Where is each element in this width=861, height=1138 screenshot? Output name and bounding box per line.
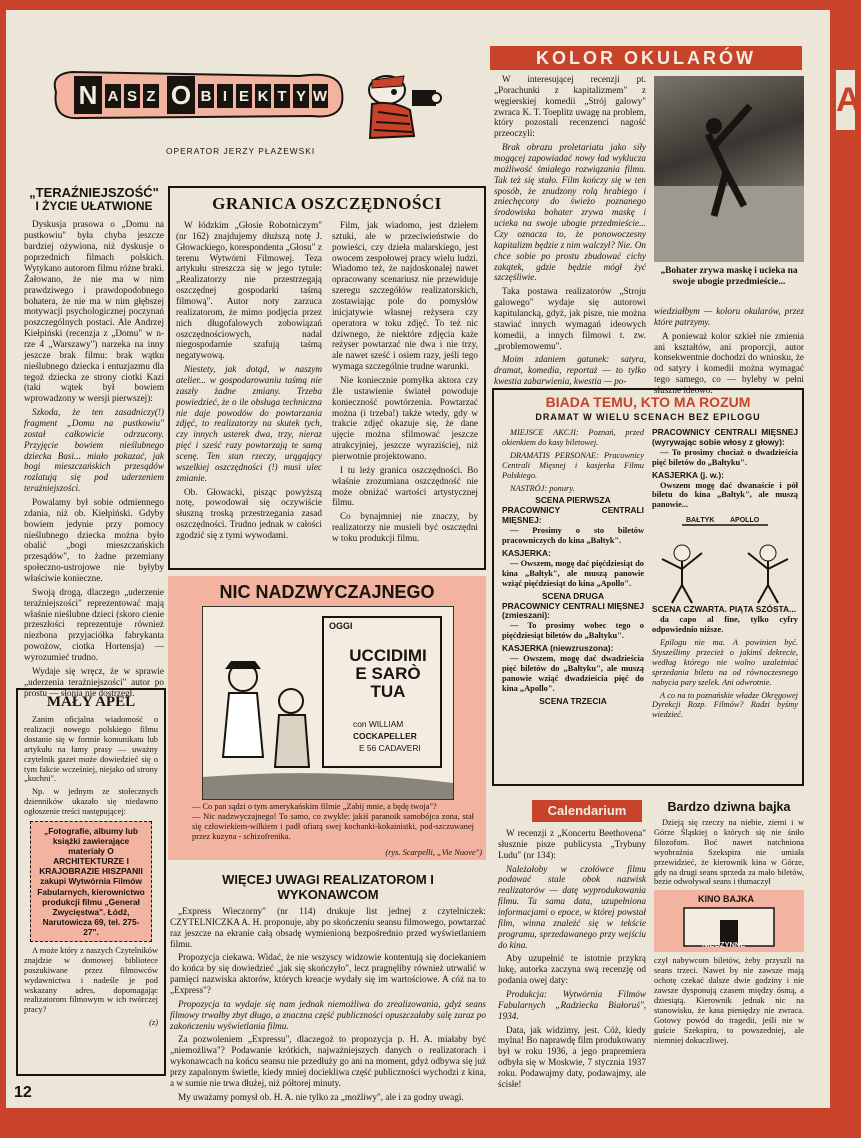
- cal-p5: Data, jak widzimy, jest. Cóż, kiedy mylna! Bo naprawdę film produkowany był w roku 1936, a jego prapremiera odbyła się w Moskwie, 7 stycznia 1937 roku. Podawajmy daty, podawajmy, ale ścisłe!: [498, 1024, 646, 1089]
- bajka-p2: czył nabywcom biletów, żeby przyszli na seans trzeci. Nawet by nie zawsze mają ochotę czekać dalsze dwie godziny i nie zawsze dysponują czasem między ósmą, a dziesiątą. Kierownik jednak nic na stanowisku, że kasa pieniędzy nie zwraca. Gotowy powód do tragedii, jeśli nie w guście Szekspira, to powszedniej, ale niemniej dokuczliwej.: [654, 956, 804, 1045]
- apel-p1: Zanim oficjalna wiadomość o realizacji nowego polskiego filmu dostanie się w formie komunikatu lub artykułu na łamy prasy — uważny czytelnik gazet może dowiedzieć się o tym fakcie wcześniej, niejako od strony „kuchni".: [24, 715, 158, 784]
- poster-small: con WILLIAM: [353, 719, 404, 729]
- biada-s3-head: SCENA TRZECIA: [539, 695, 607, 706]
- kolor-photo-caption: „Bohater zrywa maskę i ucieka na swoje ubogie przedmieście...: [660, 266, 798, 288]
- biada-nastroj: NASTRÓJ: ponury.: [510, 483, 575, 493]
- granica-p5: Nie koniecznie pomyłka aktora czy źle ustawienie świateł powoduje konieczność powtórzenia. Powtarzać można (i trzeba!) także wtedy, gdy w trakcie zdjęć okazuje się, że dane ujęcie można sfilmować jeszcze atrakcyjniej, jeszcze wyraziściej, niż pierwotnie projektowano.: [332, 375, 478, 462]
- biada-s3-k-head: KASJERKA (j. w.):: [652, 469, 724, 480]
- teraz-p4: Swoją drogą, dlaczego „uderzenie teraźniejszości" reprezentować mają właśnie nieślubne dzieci (skoro cienie przeszłości reprezentuje również niezbona przyjaciółka fabrykanta powożow, ciotka Hortensja) — wyrozumieć trudno.: [24, 586, 164, 662]
- logo-letter: T: [277, 88, 287, 105]
- nic-title: NIC NADZWYCZAJNEGO: [219, 582, 435, 602]
- biada-epilog: Epilogu nie ma. A powinien być. Stysześlimy przecież o jakimś dekrecie, według którego nie wolno uzależniać sprzedania biletu na od równoczesnego nabycia pary szelek. Ani odwrotnie.: [652, 637, 798, 687]
- biada-s2-text: — To prosimy wobec tego o pięćdziesiąt biletów do „Bałtyku".: [502, 621, 644, 641]
- cal-p2: Należałoby w czołówce filmu podawać stale obok nazwisk realizatorów — datę wyprodukowania filmu. Ta sama data, uzupełniona informacjami o epoce, w której powstał film, winna znaleźć się w tekście programu, sprzedawanego przy wejściu do kina.: [498, 863, 646, 950]
- cartoon-figures-icon: [203, 607, 453, 799]
- cameraman-cartoon: [342, 60, 442, 148]
- magazine-page: [6, 10, 830, 1108]
- logo-letter: Z: [146, 88, 156, 105]
- logo-banner-icon: [50, 62, 350, 130]
- granica-p2: Niestety, jak dotąd, w naszym atelier... w gospodarowaniu taśmą nie zaszły żadne zmiany. Trzeba powiedzieć, że o ile obsługa techniczna nie daje powodów do powtarzania zdjęć, to realizatorzy na skutek tych, czy innych usterek dwa, trzy, nieraz pięć i sześć razy powtarzają te samą scenę. Ten stan rzeczy, urągający wszelkiej oszczędności (!) musi ulec zmianie.: [176, 364, 322, 483]
- calendarium-article: [498, 828, 646, 1093]
- poster-title: UCCIDIMI E SARÒ TUA: [349, 646, 427, 701]
- teraz-title-1: „TERAŹNIEJSZOŚĆ": [29, 185, 159, 200]
- apel-title: MAŁY APEL: [46, 694, 136, 710]
- biada-subtitle: DRAMAT W WIELU SCENACH BEZ EPILOGU: [535, 412, 761, 422]
- biada-s3-sub: PRACOWNICY CENTRALI MIĘSNEJ (wyrywając sobie włosy z głowy):: [652, 427, 798, 447]
- calendarium-title: Calendarium: [532, 800, 642, 822]
- sign-top: KINO BAJKA: [698, 894, 755, 905]
- biada-s4-text: da capo al fine, tylko cyfry odpowiednio niższe.: [652, 615, 798, 635]
- wiecej-p1: „Express Wieczorny" (nr 114) drukuje list jednej z czytelniczek: CZYTELNICZKA A. H. proponuje, aby po skończeniu seansu filmowego, powtarzać raz jeszcze na ekranie całą obsadę wymienioną bezpośrednio przed wyświetlaniem filmu.: [170, 906, 486, 949]
- granica-p6: I tu leży granica oszczędności. Bo właśnie zrozumiana oszczędność nie może obniżać wartości artystycznej filmu.: [332, 464, 478, 508]
- next-page-letter: A: [836, 70, 855, 130]
- apel-p2: Np. w jednym ze stołecznych dzienników ukazało się niedawno ogłoszenie treści następującej:: [24, 787, 158, 817]
- jumping-man-icon: [654, 76, 804, 262]
- logo-letter: A: [107, 88, 119, 105]
- kolor-p4: Moim zdaniem gatunek: satyra, dramat, komedia, reportaż — to tylko kwestia zabarwienia, kwestia — po-: [494, 354, 646, 387]
- biada-osoby: DRAMATIS PERSONAE: Pracownicy Centrali Mięsnej i kasjerka Filmu Polskiego.: [502, 450, 644, 480]
- kolor-p6: A ponieważ kolor szkieł nie zmienia ani kształtów, ani proporcji, autor konsekwentnie dochodzi do wniosku, że od satyry i komedii można wymagać tego samego, co — byleby w pełni słuszne ideowo.: [654, 330, 804, 396]
- page-number: 12: [14, 1084, 32, 1101]
- biada-s1-text: — Prosimy o sto biletów pracowniczych do kina „Bałtyk".: [502, 526, 644, 546]
- granica-p4: Film, jak wiadomo, jest dziełem sztuki, ale w przeciwieństwie do powieści, czy dzieła malarskiego, jest owocem zespołowej pracy wielu ludzi. Wiadomo też, że najdoskonalej nawet opracowany scenariusz nie przewiduje szeregu szczegółów realizatorskich, zostawiając pole do pomysłów inicjatywie własnej reżysera czy operatora w toku zdjęć. To też nic dziwnego, że niektóre zdjęcia każe reżyser powtarzać nie dwa i nie trzy, ale nawet sześć i osiem razy, jeśli tego wymaga szczególnie trudne warunki.: [332, 220, 478, 372]
- wiecej-article: [170, 872, 486, 1106]
- logo-letter: O: [170, 80, 192, 110]
- logo-letter: S: [126, 88, 138, 105]
- biada-miejsce: MIEJSCE AKCJI: Poznań, przed okienkiem do kasy biletowej.: [502, 428, 644, 447]
- poster-top: OGGI: [329, 621, 353, 631]
- kolor-right: [654, 306, 804, 399]
- bajka-p1: Dzieją się rzeczy na niebie, ziemi i w Górze Śląskiej o których się nie śniło filozofom. Boć nawet natchniona wyobraźnia Szekspira nie umiała przewidzieć, że kierownik kina w Górze, gdy na drugi seans sprzeda za mało biletów, bezie odwoływał seans i tłumaczył: [654, 818, 804, 887]
- biada-s2-head: SCENA DRUGA: [541, 590, 605, 601]
- teraz-p2: Szkoda, że ten zasadniczy(!) fragment „Domu na pustkowiu" został całkowicie odrzucony. Przyjęcie bowiem nieślubnego dziecka Basi... miało pokazać, jak bogi mieszczańskich przesądów rozlatują się pod uderzeniem teraźniejszości.: [24, 407, 164, 494]
- biada-box: [492, 388, 804, 786]
- apel-p3: A może który z naszych Czytelników znajdzie w domowej bibliotece poszukiwane przez filmowców wydawnictwa i nadeśle je pod wskazany adres, dopomagając realizatorom filmowym w ich twórczej pracy?: [24, 945, 158, 1015]
- sign-baltyk: BAŁTYK: [686, 517, 715, 525]
- cal-p4: Produkcja: Wytwórnia Filmów Fabularnych „Radziecka Białoruś", 1934.: [498, 989, 646, 1021]
- cal-p3: Aby uzupełnić te istotnie przykrą lukę, autorka zaczyna swą recenzję od podania owej daty:: [498, 953, 646, 986]
- biada-cartoon: [652, 513, 798, 605]
- kolor-p5: wiedziałbym — koloru okularów, przez które patrzymy.: [654, 306, 804, 327]
- logo-letter: W: [312, 88, 328, 105]
- teraz-p5: Wydaje się wręcz, że w sprawie „uderzenia teraźniejszości" autor po prostu — słonia nie dostrzegł.: [24, 665, 164, 698]
- bajka-article: [654, 800, 804, 1049]
- granica-p3: Ob. Głowacki, pisząc powyższą notę, powodował się oczywiście słuszną troską przestrzegania zasad oszczędności. Trudno jednak w całości zgodzić się z tymi wywodami.: [176, 486, 322, 541]
- kino-bajka-sign: [654, 890, 804, 952]
- biada-s1-head: SCENA PIERWSZA: [535, 495, 611, 506]
- wiecej-p4: Za pozwoleniem „Expressu", dlaczegoż to propozycja p. H. A. miałaby być „niemożliwa"? Podawanie krótkich, najważniejszych danych o realizatorach i wykonawcach na końcu seansu nie przedłuży go ani na moment, gdyż odbywa się już przy zapalonym świetle, kiedy mniej dociekliwa część publiczności wychodzi z kina, a w sumie nie trwa dłużej, niż półtorej minuty.: [170, 1034, 486, 1088]
- biada-kasjerka: KASJERKA:: [502, 547, 551, 558]
- logo-letter: Y: [295, 88, 307, 105]
- poster-name: COCKAPELLER: [353, 731, 417, 741]
- biada-s3-k: Owszem mogę dać dwanaście i pół biletu do kina „Bałtyk", ale muszą panowie...: [652, 480, 798, 510]
- granica-box: [168, 186, 486, 570]
- kolor-p2: Brak obrazu proletariatu jako siły mogącej zapowiadać nowy ład wyklucza możliwość śmiałego rozwiązania filmu. Tak też się stało. Film kończy się w ten sposób, że znudzony rolą hrabiego i zniechęcony do świeżo poznanego środowiska bohater zrywa maskę i ucieka na swoje ubogie przedmieście... Czy oznacza to, że ponowoczesny kapitalizm będzie z nim walczył? Nie. On chce sobie po prostu zbudować cichy zakątek, gdzie będzie mógł żyć szczęśliwie.: [494, 142, 646, 283]
- nic-caption: — Co pan sądzi o tym amerykańskim filmie „Zabij mnie, a będę twoja"? — Nic nadzwyczajnego! To samo, co zwykle: jakiś paranoik samobójca zona, stał się człowiekiem-wilkiem i padł ofiarą swej kochanki-kokainistki, pod-szczuwanej przez kuzyna - schizofrenika.: [192, 802, 474, 841]
- biada-s2-k-head: KASJERKA (niewzruszona):: [502, 643, 614, 654]
- cal-p1: W recenzji z „Koncertu Beethovena" słusznie pisze publicysta „Trybuny Ludu" (nr 134):: [498, 828, 646, 860]
- apel-box: [16, 688, 166, 1076]
- logo-letter: E: [238, 88, 250, 105]
- wiecej-p3: Propozycja ta wydaje się nam jednak niemożliwa do zrealizowania, gdyż seans filmowy trwałby zbyt długo, a znaczna część publiczności opuszczałaby salę zaraz po zakończeniu wyświetlania filmu.: [170, 998, 486, 1031]
- nic-cartoon: [202, 606, 454, 800]
- teraz-article: [24, 186, 164, 701]
- two-men-sign-icon: [652, 513, 798, 605]
- logo-letter: N: [78, 80, 98, 110]
- sign-bottom: NIECZYNNE: [702, 940, 746, 950]
- kolor-p3: Taka postawa realizatorów „Stroju galowego" wydaje się autorowi kapitulancką, gdyż, jak pisze, nie można stawiać innych wymagań ideowych komedii, a innych filmowi t. zw. „problemowemu".: [494, 286, 646, 351]
- byline: OPERATOR JERZY PŁAŻEWSKI: [166, 146, 316, 156]
- biada-right: [652, 428, 798, 723]
- granica-p7: Co bynajmniej nie znaczy, by realizatorzy nie musieli być oszczędni w toku produkcji filmu.: [332, 511, 478, 544]
- logo-letter: K: [257, 88, 269, 105]
- kolor-title: KOLOR OKULARÓW: [490, 46, 802, 70]
- teraz-title-2: I ŻYCIE UŁATWIONE: [35, 199, 153, 214]
- nic-credit: (rys. Scarpelli, „Vie Nuove"): [385, 848, 482, 857]
- teraz-p1: Dyskusja prasowa o „Domu na pustkowiu" była chyba jeszcze bardziej ożywiona, niż dyskusje o poprzednich filmach polskich. Wytykano autorom filmu różne braki. Żałowano, że nie ma w nim prawdziwego i prawdopodobnego bohatera, że nie ma w nim głębszej motywacji psychologicznej poczynań poszczególnych postaci. Ale Andrzej Kiełpiński (recenzja z „Domu" w n-rze 4 „Warszawy") narzeka na inny jeszcze brak filmu: brak wątku nieślubnego dziecka i entuzjazmu dla tegoż dziecka ze strony ciotki Kazi (taki wątek był bowiem wprowadzony w wersji pierwszej):: [24, 219, 164, 404]
- biada-end: A co na to poznańskie władze Okręgowej Dyrekcji Rozp. Filmów? Radzi byśmy wiedzieć.: [652, 690, 798, 720]
- biada-s2-k: — Owszem, mogę dać dwadzieścia pięć biletów do „Bałtyku", ale muszą panowie wziąć dwadzieścia pięć do kina „Apollo".: [502, 654, 644, 693]
- wiecej-title: WIĘCEJ UWAGI REALIZATOROM I WYKONAWCOM: [222, 872, 434, 902]
- biada-title: BIADA TEMU, KTO MA ROZUM: [545, 394, 751, 410]
- logo-letter: B: [200, 88, 212, 105]
- poster-sub: E 56 CADAVERI: [359, 743, 421, 753]
- kolor-p1: W interesującej recenzji pt. „Porachunki z kapitalizmem" z węgierskiej komedii „Strój galowy" zwraca K. T. Toeplitz uwagę na problem, który pozostali recenzenci nagość przeoczyli:: [494, 74, 646, 139]
- apel-ad: „Fotografie, albumy lub książki zawierające materiały O ARCHITEKTURZE I KRAJOBRAZIE HISZPANII zakupi Wytwórnia Filmów Fabularnych, kierownictwo produkcji filmu „Generał Zwycięstwa". Łódź, Narutowicza 69, tel. 275-27".: [30, 821, 152, 942]
- biada-s2-sub: PRACOWNICY CENTRALI MIĘSNEJ (zmieszani):: [502, 600, 644, 621]
- wiecej-p5: My uważamy pomysł ob. H. A. nie tylko za „możliwy", ale i za godny uwagi.: [178, 1091, 464, 1102]
- teraz-p3: Powalamy był sobie odmiennego zdania, niż ob. Kiełpiński. Gdyby bowiem jedynie przy pomocy nieślubnego dziecka można było obalić „bogi mieszczańskich przesądów", to żadne przemiany społeczno-ustrojowe nie byłyby właściwie konieczne.: [24, 496, 164, 583]
- biada-s4-head: SCENA CZWARTA. PIĄTA SZÓSTA...: [652, 604, 797, 615]
- granica-title: GRANICA OSZCZĘDNOŚCI: [212, 194, 442, 213]
- nic-box: [168, 576, 486, 860]
- kolor-photo: [654, 76, 804, 262]
- biada-s1-k: — Owszem, mogę dać pięćdziesiąt do kina „Bałtyk", ale muszą panowie wziąć pięćdziesiąt do kina „Apollo".: [502, 558, 644, 588]
- granica-p1: W łódzkim „Głosie Robotniczym" (nr 162) znajdujemy dłuższą notę J. Głowackiego, korespondenta „Głosu" z terenu Wytwórni Filmowej. Teza artykułu streszcza się w jego tytule: „Realizatorzy nie przestrzegają oszczędnej gospodarki taśmą filmową". Autor noty zarzuca realizatorom, że mimo podjęcia przez nich długofalowych zobowiązań oszczędnościowych, nadal niegospodarnie szafują taśmą negatywową.: [176, 220, 322, 361]
- bajka-title: Bardzo dziwna bajka: [667, 800, 791, 814]
- biada-s1-sub: PRACOWNICY CENTRALI MIĘSNEJ:: [502, 505, 644, 526]
- biada-s3-text: — To prosimy chociaż o dwadzieścia pięć biletów do „Bałtyku".: [652, 447, 798, 467]
- apel-sign: (z): [149, 1018, 158, 1028]
- logo-letter: I: [222, 88, 228, 105]
- sign-apollo: APOLLO: [730, 517, 760, 525]
- kolor-left: [494, 74, 646, 390]
- nasz-obiektyw-logo: [50, 62, 350, 130]
- wiecej-p2: Propozycja ciekawa. Widać, że nie wszyscy widzowie kontentują się dociekaniem do końca by się dowiedzieć „jak się skończyło", lecz pragnęliby również utrwalić w pamięci nazwiska aktorów, których kreacje wydały się im wartościowe. A cóż na to „Express"?: [170, 952, 486, 996]
- biada-left: [502, 428, 644, 707]
